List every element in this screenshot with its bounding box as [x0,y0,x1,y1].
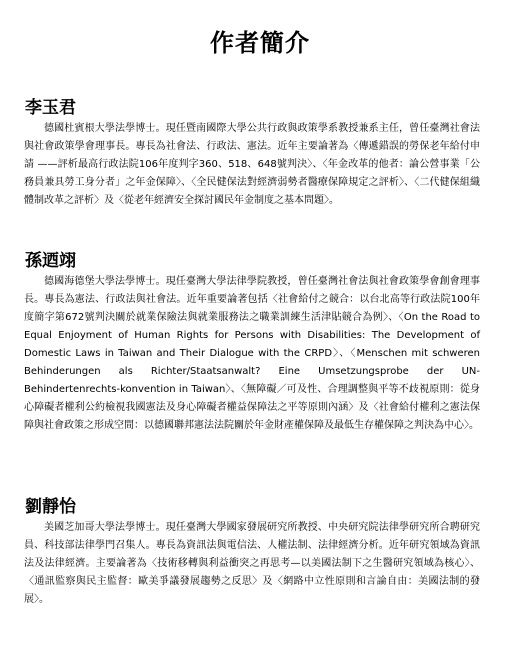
author-name-3: 劉靜怡 [25,497,76,517]
author-bio-3: 美國芝加哥大學法學博士。現任臺灣大學國家發展研究所教授、中央研究院法律學研究所合聘研究員、科技部法律學門召集人。專長為資訊法與電信法、人權法制、法律經濟分析。近年研究領域為資訊法及法律經濟。主要論著為〈技術移轉與利益衝突之再思考—以美國法制下之生醫研究領域為核心〉、〈通訊監察與民主監督：歐美爭議發展趨勢之反思〉及〈網路中立性原則和言論自由：美國法制的發展〉。 [24,522,480,605]
author-bio-1: 德國杜賓根大學法學博士。現任暨南國際大學公共行政與政策學系教授兼系主任，曾任臺灣社會法與社會政策學會理事長。專長為社會法、行政法、憲法。近年主要論著為〈傳遞錯誤的勞保老年給付申請 ——評析最高行政法院106年度判字360、518、648號判決〉、〈年金改革的他者：論公營事業「公務員兼具勞工身分者」之年金保障〉、〈全民健保法對經濟弱勢者醫療保障規定之評析〉、〈二代健保組織體制改革之評析〉及〈從老年經濟安全探討國民年金制度之基本問題〉。 [24,123,480,206]
author-bio-2: 德國海德堡大學法學博士。現任臺灣大學法律學院教授，曾任臺灣社會法與社會政策學會創會理事長。專長為憲法、行政法與社會法。近年重要論著包括〈社會給付之競合：以台北高等行政法院100年度簡字第672號判決關於就業保險法與就業服務法之職業訓練生活津貼競合為例〉、〈On the Road to Equal Enjoyment of Human Rights for Persons with Disabilities: The Development of Domestic Laws in Taiwan and Their Dialogue with the CRPD〉、〈Menschen mit schweren Behinderungen als Richter/Staatsanwalt? Eine Umsetzungsprobe der UN-Behindertenrechts-konvention in Taiwan〉、〈無障礙／可及性、合理調整與平等不歧視原則：從身心障礙者權利公約檢視我國憲法及身心障礙者權益保障法之平等原則內涵〉及〈社會給付權利之憲法保障與社會政策之形成空間：以德國聯邦憲法法院關於年金財產權保障及最低生存權保障之判決為中心〉。 [24,276,480,431]
page-title: 作者簡介 [210,29,310,58]
author-name-2: 孫迺翊 [25,251,76,271]
author-name-1: 李玉君 [25,98,76,118]
